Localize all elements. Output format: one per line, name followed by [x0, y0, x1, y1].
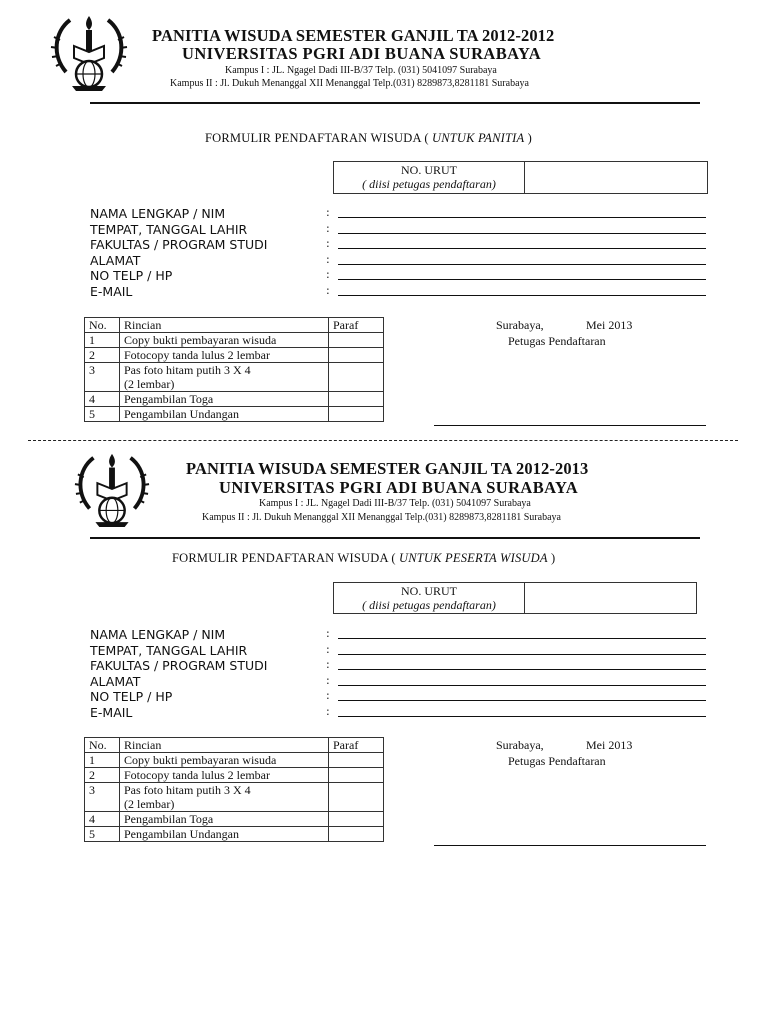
- checklist-row: 2 Fotocopy tanda lulus 2 lembar: [85, 348, 384, 363]
- field-input-line[interactable]: [338, 295, 706, 296]
- checklist-row: 3 Pas foto hitam putih 3 X 4 (2 lembar): [85, 783, 384, 812]
- checklist-row: 5 Pengambilan Undangan: [85, 407, 384, 422]
- field-input-line[interactable]: [338, 217, 706, 218]
- field-fakultas-prodi: FAKULTAS / PROGRAM STUDI :: [90, 237, 710, 253]
- paraf-cell[interactable]: [329, 363, 384, 392]
- paraf-cell[interactable]: [329, 348, 384, 363]
- no-urut-label: NO. URUT: [401, 163, 457, 177]
- university-logo-icon: [70, 450, 154, 528]
- university-title: UNIVERSITAS PGRI ADI BUANA SURABAYA: [182, 44, 542, 63]
- field-input-line[interactable]: [338, 264, 706, 265]
- field-label: FAKULTAS / PROGRAM STUDI: [90, 237, 268, 253]
- sign-date: Mei 2013: [586, 738, 633, 752]
- form-title: FORMULIR PENDAFTARAN WISUDA ( UNTUK PESERTA WISUDA ): [172, 551, 556, 565]
- field-input-line[interactable]: [338, 654, 706, 655]
- address-campus-1: Kampus I : JL. Ngagel Dadi III-B/37 Telp. (031) 5041097 Surabaya: [259, 498, 531, 509]
- sign-place: Surabaya,: [496, 738, 544, 752]
- field-tempat-tanggal-lahir: TEMPAT, TANGGAL LAHIR :: [90, 643, 710, 659]
- checklist-row: 5 Pengambilan Undangan: [85, 827, 384, 842]
- field-label: NO TELP / HP: [90, 268, 173, 284]
- no-urut-box: [333, 161, 708, 194]
- header-divider: [90, 102, 700, 104]
- checklist-header-row: [85, 318, 384, 333]
- address-campus-2: Kampus II : Jl. Dukuh Menanggal XII Menanggal Telp.(031) 8289873,8281181 Surabaya: [170, 78, 529, 89]
- field-input-line[interactable]: [338, 233, 706, 234]
- field-input-line[interactable]: [338, 700, 706, 701]
- form-title: FORMULIR PENDAFTARAN WISUDA ( UNTUK PANITIA ): [205, 131, 533, 145]
- field-nama-nim: NAMA LENGKAP / NIM :: [90, 627, 710, 643]
- no-urut-input[interactable]: [525, 162, 707, 193]
- field-label: TEMPAT, TANGGAL LAHIR: [90, 642, 248, 658]
- address-campus-2: Kampus II : Jl. Dukuh Menanggal XII Menanggal Telp.(031) 8289873,8281181 Surabaya: [202, 512, 561, 523]
- field-label: FAKULTAS / PROGRAM STUDI: [90, 658, 268, 674]
- field-input-line[interactable]: [338, 685, 706, 686]
- checklist-row: 2 Fotocopy tanda lulus 2 lembar: [85, 768, 384, 783]
- paraf-cell[interactable]: [329, 333, 384, 348]
- address-campus-1: Kampus I : JL. Ngagel Dadi III-B/37 Telp. (031) 5041097 Surabaya: [225, 65, 497, 76]
- header-rincian: Rincian: [120, 738, 329, 753]
- committee-title: PANITIA WISUDA SEMESTER GANJIL TA 2012-2012: [152, 26, 555, 45]
- paraf-cell[interactable]: [329, 827, 384, 842]
- identity-fields: [90, 627, 710, 727]
- field-label: NO TELP / HP: [90, 689, 173, 705]
- checklist-header-row: [85, 738, 384, 753]
- no-urut-note: ( diisi petugas pendaftaran): [362, 177, 496, 191]
- paraf-cell[interactable]: [329, 768, 384, 783]
- field-tempat-tanggal-lahir: TEMPAT, TANGGAL LAHIR :: [90, 222, 710, 238]
- field-label: ALAMAT: [90, 252, 141, 268]
- field-input-line[interactable]: [338, 638, 706, 639]
- paraf-cell[interactable]: [329, 812, 384, 827]
- field-label: TEMPAT, TANGGAL LAHIR: [90, 221, 248, 237]
- field-label: ALAMAT: [90, 673, 141, 689]
- checklist-table: [84, 737, 384, 842]
- field-alamat: ALAMAT :: [90, 253, 710, 269]
- field-label: NAMA LENGKAP / NIM: [90, 206, 226, 221]
- checklist-row: 4 Pengambilan Toga: [85, 392, 384, 407]
- field-nama-nim: NAMA LENGKAP / NIM :: [90, 206, 710, 222]
- header-no: No.: [85, 738, 120, 753]
- no-urut-input[interactable]: [525, 583, 696, 613]
- field-label: NAMA LENGKAP / NIM: [90, 627, 226, 642]
- checklist-table: [84, 317, 384, 422]
- sign-role: Petugas Pendaftaran: [508, 334, 606, 348]
- field-no-telp: NO TELP / HP :: [90, 689, 710, 705]
- field-email: E-MAIL :: [90, 705, 710, 721]
- field-alamat: ALAMAT :: [90, 674, 710, 690]
- cut-line: [28, 440, 738, 441]
- signature-line[interactable]: [434, 425, 706, 426]
- no-urut-label: NO. URUT: [401, 584, 457, 598]
- field-email: E-MAIL :: [90, 284, 710, 300]
- field-no-telp: NO TELP / HP :: [90, 268, 710, 284]
- header-rincian: Rincian: [120, 318, 329, 333]
- checklist-row: 3 Pas foto hitam putih 3 X 4 (2 lembar): [85, 363, 384, 392]
- university-logo-icon: [46, 12, 132, 92]
- paraf-cell[interactable]: [329, 783, 384, 812]
- checklist-row: 4 Pengambilan Toga: [85, 812, 384, 827]
- header-no: No.: [85, 318, 120, 333]
- field-label: E-MAIL: [90, 284, 133, 299]
- committee-title: PANITIA WISUDA SEMESTER GANJIL TA 2012-2013: [186, 459, 589, 478]
- header-paraf: Paraf: [329, 318, 384, 333]
- sign-date: Mei 2013: [586, 318, 633, 332]
- identity-fields: [90, 206, 710, 306]
- paraf-cell[interactable]: [329, 407, 384, 422]
- checklist-row: 1 Copy bukti pembayaran wisuda: [85, 753, 384, 768]
- field-input-line[interactable]: [338, 248, 706, 249]
- field-fakultas-prodi: FAKULTAS / PROGRAM STUDI :: [90, 658, 710, 674]
- university-title: UNIVERSITAS PGRI ADI BUANA SURABAYA: [219, 478, 579, 497]
- signature-line[interactable]: [434, 845, 706, 846]
- checklist-row: 1 Copy bukti pembayaran wisuda: [85, 333, 384, 348]
- header-paraf: Paraf: [329, 738, 384, 753]
- no-urut-box: [333, 582, 697, 614]
- header-divider: [90, 537, 700, 539]
- field-input-line[interactable]: [338, 279, 706, 280]
- field-label: E-MAIL: [90, 705, 133, 720]
- sign-place: Surabaya,: [496, 318, 544, 332]
- paraf-cell[interactable]: [329, 753, 384, 768]
- sign-role: Petugas Pendaftaran: [508, 754, 606, 768]
- no-urut-note: ( diisi petugas pendaftaran): [362, 598, 496, 612]
- field-input-line[interactable]: [338, 669, 706, 670]
- paraf-cell[interactable]: [329, 392, 384, 407]
- field-input-line[interactable]: [338, 716, 706, 717]
